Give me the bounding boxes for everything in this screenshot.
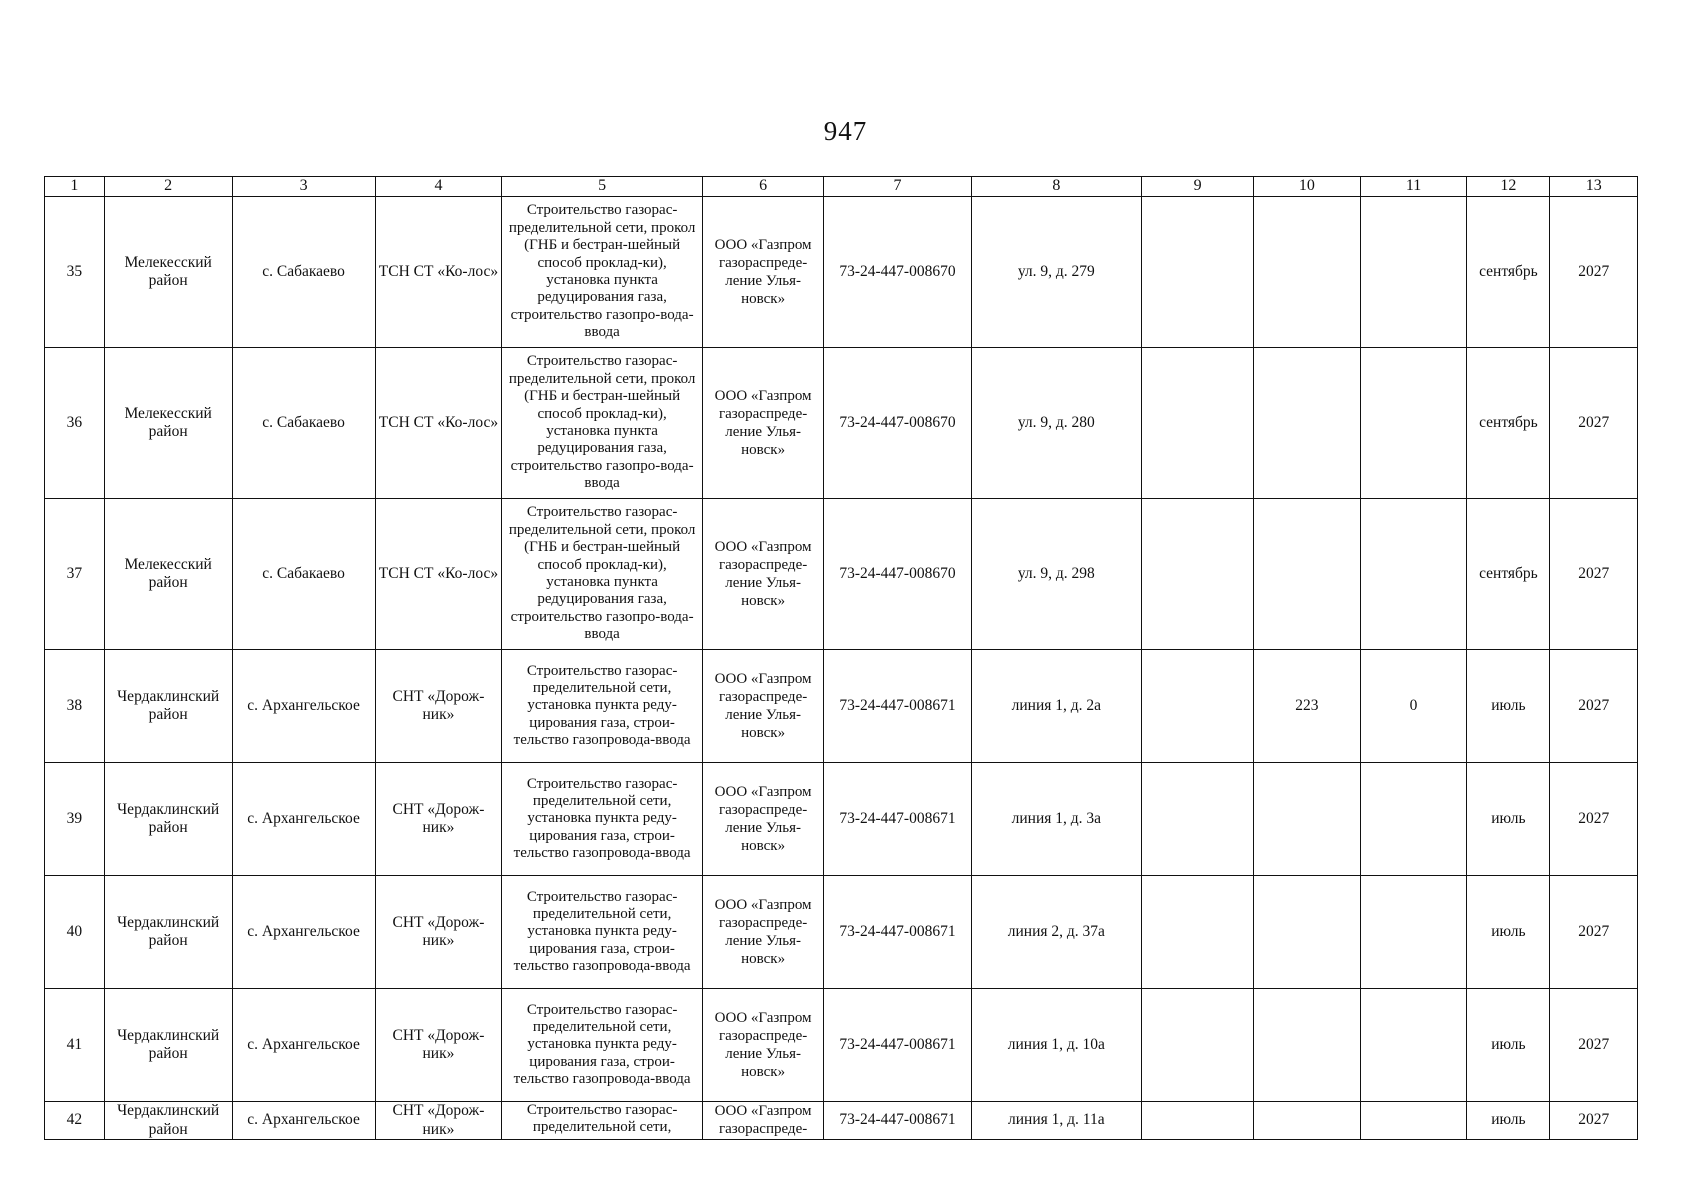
column-9-cell bbox=[1142, 197, 1254, 348]
locality-cell: с. Сабакаево bbox=[232, 499, 375, 650]
column-11-cell: 0 bbox=[1360, 650, 1467, 763]
row-number: 38 bbox=[45, 650, 105, 763]
column-number-7: 7 bbox=[824, 177, 971, 197]
cadastre-number-cell: 73-24-447-008670 bbox=[824, 499, 971, 650]
partnership-cell: ТСН СТ «Ко-лос» bbox=[375, 499, 502, 650]
month-cell: июль bbox=[1467, 989, 1550, 1102]
organization-cell: ООО «Газпром газораспреде-ление Улья-новск» bbox=[702, 499, 824, 650]
table-row bbox=[45, 1102, 1638, 1140]
column-10-cell bbox=[1254, 763, 1361, 876]
year-cell: 2027 bbox=[1550, 348, 1638, 499]
year-cell: 2027 bbox=[1550, 989, 1638, 1102]
organization-cell: ООО «Газпром газораспреде-ление Улья-новск» bbox=[702, 650, 824, 763]
column-10-cell bbox=[1254, 197, 1361, 348]
header-row bbox=[45, 177, 1638, 197]
work-description-cell: Строительство газорас-пределительной сети, установка пункта реду-цирования газа, строи-тельство газопровода-ввода bbox=[502, 650, 702, 763]
district-cell: Мелекесский район bbox=[104, 348, 232, 499]
work-description-cell bbox=[502, 1102, 702, 1140]
column-10-cell: 223 bbox=[1254, 650, 1361, 763]
table-row bbox=[45, 763, 1638, 876]
locality-cell: с. Архангельское bbox=[232, 1102, 375, 1140]
column-number-8: 8 bbox=[971, 177, 1142, 197]
column-11-cell bbox=[1360, 197, 1467, 348]
month-cell: июль bbox=[1467, 763, 1550, 876]
cadastre-number-cell: 73-24-447-008670 bbox=[824, 197, 971, 348]
column-11-cell bbox=[1360, 348, 1467, 499]
partnership-cell: СНТ «Дорож-ник» bbox=[375, 763, 502, 876]
column-number-10: 10 bbox=[1254, 177, 1361, 197]
month-cell: июль bbox=[1467, 650, 1550, 763]
row-number: 40 bbox=[45, 876, 105, 989]
column-11-cell bbox=[1360, 989, 1467, 1102]
column-number-4: 4 bbox=[375, 177, 502, 197]
organization-text: ООО «Газпром газораспреде- bbox=[714, 1103, 812, 1137]
column-9-cell bbox=[1142, 1102, 1254, 1140]
column-number-11: 11 bbox=[1360, 177, 1467, 197]
table-row bbox=[45, 650, 1638, 763]
locality-cell: с. Сабакаево bbox=[232, 197, 375, 348]
organization-cell: ООО «Газпром газораспреде-ление Улья-новск» bbox=[702, 348, 824, 499]
table-row bbox=[45, 197, 1638, 348]
locality-cell: с. Архангельское bbox=[232, 763, 375, 876]
address-cell: линия 1, д. 10а bbox=[971, 989, 1142, 1102]
work-description-cell: Строительство газорас-пределительной сети, установка пункта реду-цирования газа, строи-тельство газопровода-ввода bbox=[502, 763, 702, 876]
locality-cell: с. Архангельское bbox=[232, 876, 375, 989]
work-description-cell: Строительство газорас-пределительной сети, прокол (ГНБ и бестран-шейный способ проклад-ки), установка пункта редуцирования газа, строительство газопро-вода-ввода bbox=[502, 197, 702, 348]
row-number: 37 bbox=[45, 499, 105, 650]
cadastre-number-cell: 73-24-447-008671 bbox=[824, 876, 971, 989]
district-cell: Чердаклинский район bbox=[104, 763, 232, 876]
row-number: 36 bbox=[45, 348, 105, 499]
table-row bbox=[45, 499, 1638, 650]
address-cell: ул. 9, д. 280 bbox=[971, 348, 1142, 499]
year-cell: 2027 bbox=[1550, 1102, 1638, 1140]
column-11-cell bbox=[1360, 1102, 1467, 1140]
column-number-5: 5 bbox=[502, 177, 702, 197]
address-cell: линия 1, д. 2а bbox=[971, 650, 1142, 763]
column-number-1: 1 bbox=[45, 177, 105, 197]
column-number-13: 13 bbox=[1550, 177, 1638, 197]
table-body bbox=[45, 197, 1638, 1140]
year-cell: 2027 bbox=[1550, 197, 1638, 348]
column-number-3: 3 bbox=[232, 177, 375, 197]
organization-cell: ООО «Газпром газораспреде-ление Улья-новск» bbox=[702, 763, 824, 876]
cadastre-number-cell: 73-24-447-008671 bbox=[824, 1102, 971, 1140]
partnership-cell: СНТ «Дорож-ник» bbox=[375, 1102, 502, 1140]
row-number: 39 bbox=[45, 763, 105, 876]
column-10-cell bbox=[1254, 499, 1361, 650]
partnership-cell: СНТ «Дорож-ник» bbox=[375, 650, 502, 763]
organization-cell bbox=[702, 1102, 824, 1140]
table-row bbox=[45, 348, 1638, 499]
row-number: 42 bbox=[45, 1102, 105, 1140]
month-cell: сентябрь bbox=[1467, 197, 1550, 348]
cadastre-number-cell: 73-24-447-008671 bbox=[824, 650, 971, 763]
locality-cell: с. Архангельское bbox=[232, 650, 375, 763]
table-row bbox=[45, 989, 1638, 1102]
register-table bbox=[44, 176, 1638, 1140]
column-9-cell bbox=[1142, 763, 1254, 876]
month-cell: сентябрь bbox=[1467, 348, 1550, 499]
organization-cell: ООО «Газпром газораспреде-ление Улья-новск» bbox=[702, 876, 824, 989]
column-number-6: 6 bbox=[702, 177, 824, 197]
work-description-cell: Строительство газорас-пределительной сети, установка пункта реду-цирования газа, строи-тельство газопровода-ввода bbox=[502, 989, 702, 1102]
cadastre-number-cell: 73-24-447-008671 bbox=[824, 763, 971, 876]
address-cell: линия 2, д. 37а bbox=[971, 876, 1142, 989]
district-cell: Чердаклинский район bbox=[104, 876, 232, 989]
partnership-cell: СНТ «Дорож-ник» bbox=[375, 876, 502, 989]
column-11-cell bbox=[1360, 499, 1467, 650]
locality-cell: с. Сабакаево bbox=[232, 348, 375, 499]
district-cell: Мелекесский район bbox=[104, 499, 232, 650]
work-description-cell: Строительство газорас-пределительной сети, прокол (ГНБ и бестран-шейный способ проклад-ки), установка пункта редуцирования газа, строительство газопро-вода-ввода bbox=[502, 499, 702, 650]
column-9-cell bbox=[1142, 499, 1254, 650]
locality-cell: с. Архангельское bbox=[232, 989, 375, 1102]
column-9-cell bbox=[1142, 989, 1254, 1102]
year-cell: 2027 bbox=[1550, 499, 1638, 650]
column-11-cell bbox=[1360, 763, 1467, 876]
work-description-cell: Строительство газорас-пределительной сети, установка пункта реду-цирования газа, строи-тельство газопровода-ввода bbox=[502, 876, 702, 989]
column-number-9: 9 bbox=[1142, 177, 1254, 197]
work-description-text: Строительство газорас-пределительной сети, bbox=[526, 1102, 678, 1136]
column-number-2: 2 bbox=[104, 177, 232, 197]
month-cell: сентябрь bbox=[1467, 499, 1550, 650]
column-9-cell bbox=[1142, 348, 1254, 499]
work-description-cell: Строительство газорас-пределительной сети, прокол (ГНБ и бестран-шейный способ проклад-ки), установка пункта редуцирования газа, строительство газопро-вода-ввода bbox=[502, 348, 702, 499]
column-10-cell bbox=[1254, 876, 1361, 989]
month-cell: июль bbox=[1467, 1102, 1550, 1140]
column-10-cell bbox=[1254, 1102, 1361, 1140]
column-9-cell bbox=[1142, 876, 1254, 989]
table-header bbox=[45, 177, 1638, 197]
partnership-cell: ТСН СТ «Ко-лос» bbox=[375, 197, 502, 348]
organization-cell: ООО «Газпром газораспреде-ление Улья-новск» bbox=[702, 989, 824, 1102]
year-cell: 2027 bbox=[1550, 876, 1638, 989]
column-11-cell bbox=[1360, 876, 1467, 989]
column-9-cell bbox=[1142, 650, 1254, 763]
row-number: 35 bbox=[45, 197, 105, 348]
column-number-12: 12 bbox=[1467, 177, 1550, 197]
organization-cell: ООО «Газпром газораспреде-ление Улья-новск» bbox=[702, 197, 824, 348]
district-cell: Чердаклинский район bbox=[104, 1102, 232, 1140]
year-cell: 2027 bbox=[1550, 763, 1638, 876]
cadastre-number-cell: 73-24-447-008670 bbox=[824, 348, 971, 499]
column-10-cell bbox=[1254, 989, 1361, 1102]
month-cell: июль bbox=[1467, 876, 1550, 989]
page-number: 947 bbox=[823, 116, 868, 146]
district-cell: Мелекесский район bbox=[104, 197, 232, 348]
year-cell: 2027 bbox=[1550, 650, 1638, 763]
address-cell: линия 1, д. 11а bbox=[971, 1102, 1142, 1140]
address-cell: ул. 9, д. 279 bbox=[971, 197, 1142, 348]
partnership-cell: ТСН СТ «Ко-лос» bbox=[375, 348, 502, 499]
column-10-cell bbox=[1254, 348, 1361, 499]
row-number: 41 bbox=[45, 989, 105, 1102]
district-cell: Чердаклинский район bbox=[104, 989, 232, 1102]
address-cell: линия 1, д. 3а bbox=[971, 763, 1142, 876]
cadastre-number-cell: 73-24-447-008671 bbox=[824, 989, 971, 1102]
address-cell: ул. 9, д. 298 bbox=[971, 499, 1142, 650]
table-row bbox=[45, 876, 1638, 989]
district-cell: Чердаклинский район bbox=[104, 650, 232, 763]
partnership-cell: СНТ «Дорож-ник» bbox=[375, 989, 502, 1102]
